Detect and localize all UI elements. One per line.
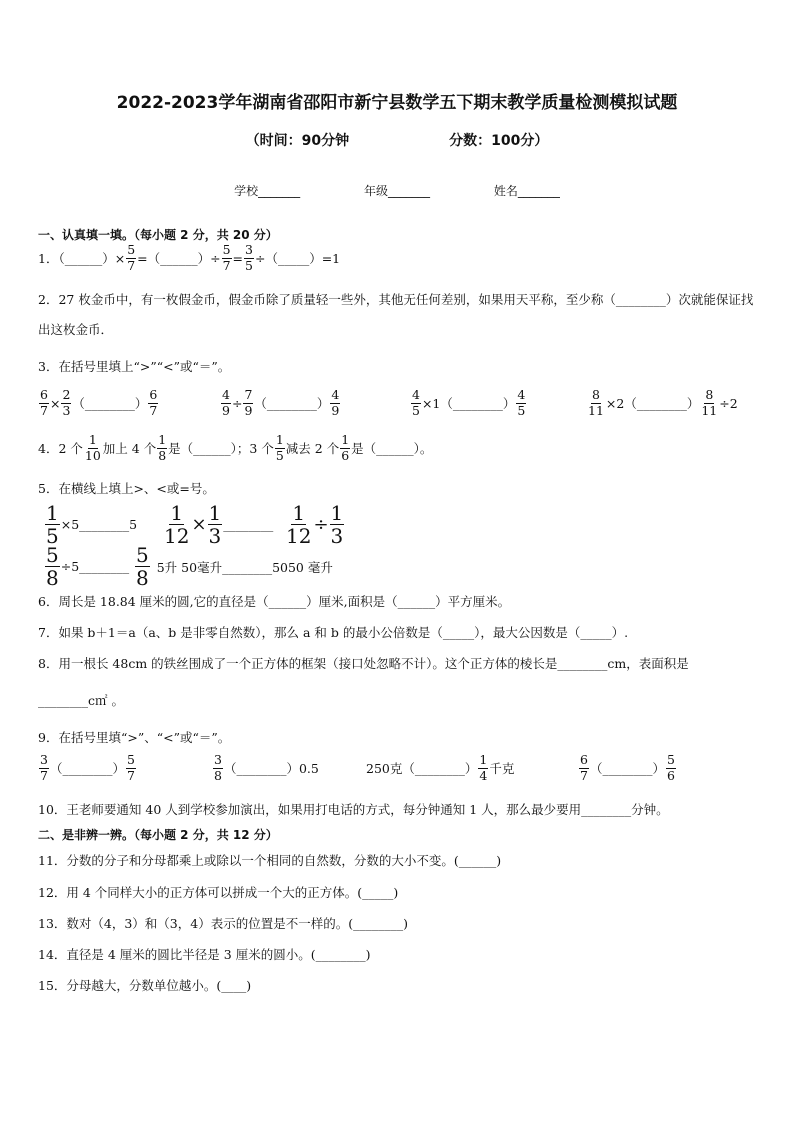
q5-item-2[interactable]: $\frac{1}{12}$ × $\frac{1}{3}$ ________ [164,501,274,548]
question-2[interactable]: 2．27 枚金币中，有一枚假金币，假金币除了质量轻一些外，其他无任何差别，如果用天平称，至少称（________）次就能保证找出这枚金币． [38,292,754,337]
question-5-stem: 5．在横线上填上>、<或=号。 [38,481,215,496]
question-9-stem: 9．在括号里填“>”、“<”或“＝”。 [38,730,231,745]
question-10[interactable]: 10．王老师要通知 40 人到学校参加演出，如果用打电话的方式，每分钟通知 1 人，那么最少要用________分钟。 [38,802,669,817]
question-13[interactable]: 13．数对（4，3）和（3，4）表示的位置是不一样的。(________) [38,916,408,931]
q5-item-5[interactable]: $\frac{5}{8}$ 5升 50毫升________5050 毫升 [136,543,333,590]
q1-text-b[interactable]: =（______）÷ [137,251,221,266]
q5-item-1[interactable]: $\frac{1}{5}$ ×5________5 [46,501,138,548]
question-3-stem: 3．在括号里填上“>”“<”或“＝”。 [38,359,231,374]
q1-text-c: = [232,250,244,266]
q3-item-4[interactable]: $\frac{8}{11}$ ×2 （________） $\frac{8}{11}$ ÷2 [588,387,738,418]
fraction: $\frac{5}{7}$ [127,242,136,273]
name-field[interactable]: 姓名_______ [493,184,560,198]
exam-title: 2022-2023学年湖南省邵阳市新宁县数学五下期末教学质量检测模拟试题 [116,93,678,113]
q5-item-3: $\frac{1}{12}$ ÷ $\frac{1}{3}$ [286,501,344,548]
q3-item-3[interactable]: $\frac{4}{5}$ ×1 （________） $\frac{4}{5}$ [412,387,526,418]
q3-item-1[interactable]: $\frac{6}{7}$ × $\frac{2}{3}$ （________） $\frac{6}{7}$ [40,387,158,418]
fraction: $\frac{5}{7}$ [222,242,231,273]
total-score: 分数：100分） [449,133,549,149]
question-7[interactable]: 7．如果 b＋1＝a（a、b 是非零自然数），那么 a 和 b 的最小公倍数是（_____），最大公因数是（_____）. [38,625,629,640]
question-11[interactable]: 11．分数的分子和分母都乘上或除以一个相同的自然数，分数的大小不变。(______) [38,853,502,868]
question-4[interactable]: 4．2 个 $\frac{1}{10}$ 加上 4 个 $\frac{1}{8}$ 是（______）；3 个 $\frac{1}{5}$ 减去 2 个 $\frac{1}{6}$ 是（______）。 [38,432,433,463]
question-14[interactable]: 14．直径是 4 厘米的圆比半径是 3 厘米的圆小。(________) [38,947,371,962]
q1-text-a[interactable]: 1．（______）× [38,251,126,266]
q5-item-4[interactable]: $\frac{5}{8}$ ÷5________ [46,543,130,590]
question-6[interactable]: 6．周长是 18.84 厘米的圆,它的直径是（______）厘米,面积是（______）平方厘米。 [38,594,511,609]
section-1-title: 一、认真填一填。（每小题 2 分，共 20 分） [38,228,278,242]
time-limit: （时间：90分钟 [245,133,350,149]
q9-item-2[interactable]: $\frac{3}{8}$ （________）0.5 [214,752,319,783]
q3-item-2[interactable]: $\frac{4}{9}$ ÷ $\frac{7}{9}$ （________） $\frac{4}{9}$ [222,387,340,418]
question-8-continued[interactable]: ________c㎡ 。 [38,693,124,708]
section-2-title: 二、是非辨一辨。（每小题 2 分，共 12 分） [38,828,278,842]
question-12[interactable]: 12．用 4 个同样大小的正方体可以拼成一个大的正方体。(_____) [38,885,399,900]
fraction: $\frac{3}{5}$ [245,242,253,273]
question-15[interactable]: 15．分母越大，分数单位越小。(____) [38,978,252,993]
q9-item-3[interactable]: 250克（________） $\frac{1}{4}$ 千克 [366,752,515,783]
student-info [0,182,794,199]
q9-item-4[interactable]: $\frac{6}{7}$ （________） $\frac{5}{6}$ [580,752,675,783]
question-8[interactable]: 8．用一根长 48cm 的铁丝围成了一个正方体的框架（接口处忽略不计）。这个正方体的棱长是________cm，表面积是 [38,656,689,671]
school-field[interactable]: 学校_______ [234,184,301,198]
grade-field[interactable]: 年级_______ [363,184,430,198]
question-1 [38,244,340,272]
exam-subtitle [0,130,794,150]
q1-text-d[interactable]: ÷（_____）=1 [254,251,341,266]
q9-item-1[interactable]: $\frac{3}{7}$ （________） $\frac{5}{7}$ [40,752,135,783]
